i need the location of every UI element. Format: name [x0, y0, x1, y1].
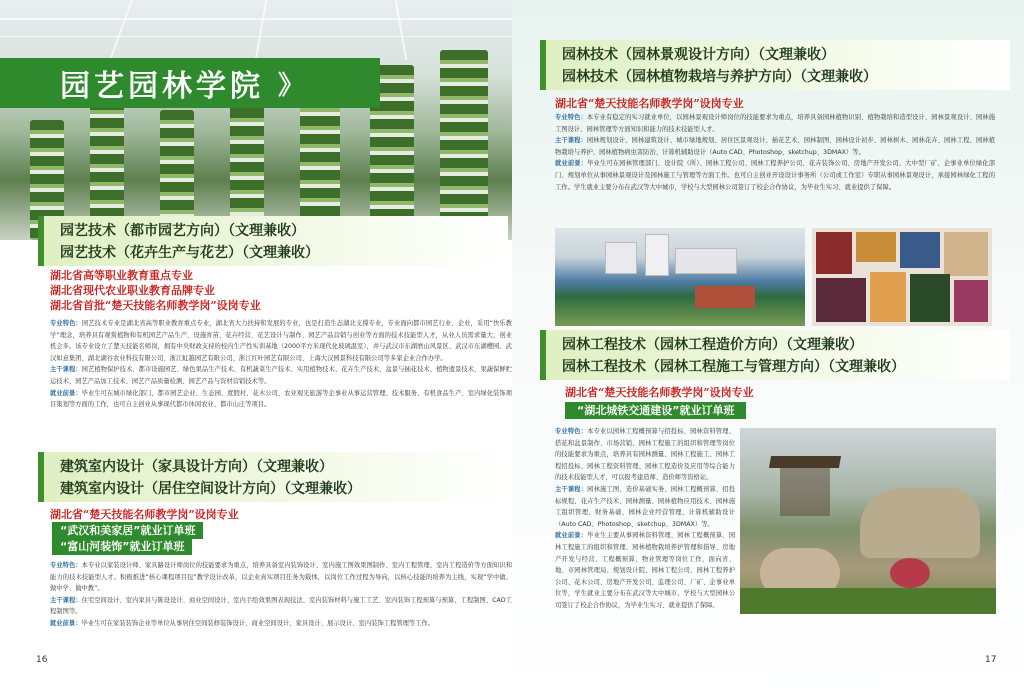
- program2-courses: 主干课程：住宅空间设计、室内家具与陈设设计、商业空间设计、室内手绘效果图表现技法、室内装饰材料与施工工艺、室内装饰工程预算与预算、工程制图、CAD工程制图等。: [50, 596, 513, 616]
- program3-honor: 湖北省“楚天技能名师教学岗”设岗专业: [555, 97, 744, 110]
- honor-item: 湖北省高等职业教育重点专业: [50, 269, 193, 282]
- program2-features: 专业特色：本专业以家装设计师、家具路设计师岗位的技能要求为重点，培养具备室内装饰设计、室内施工图效果图制作、室内工程管理、室内工程造价等方面知识和能力的技术技能型人才。积极推进“核心课程项目包”教学设计改革，以企业真实项目任务为载体，以岗位工作过程为导向，以核心技能的培养为主线，实现“学中做、做中学、做中教”。: [50, 562, 513, 593]
- program3-prospects: 就业前景：毕业生可在园林管理部门、设计院（所）、园林工程公司、园林工程养护公司、花卉装饰公司、房地产开发公司、大中型厂矿、企事业单位绿化部门、规划单位从事园林景观设计及园林施工与管理等方面工作。也可自主创业开设设计事务所（公司或工作室）专职从事园林景观设计，承接园林绿化工程的工作。学生就业主要分布在武汉等大中城市，学校与大型园林公司签订了校企合作协议，为毕业生实习、就业提供了保障。: [555, 160, 995, 191]
- program1-courses: 主干课程：园艺植物保护技术、都市设施园艺、绿色果品生产技术、有机蔬菜生产技术、实用植物技术、花卉生产技术、盆景与插花技术、植物遗景技术、果蔬保鲜贮运技术、园艺产品加工技术、园艺产品质量检测、园艺产品与资材营销技术等。: [50, 366, 513, 385]
- program2-prospects: 就业前景：毕业生可在家装装饰企业等单位从事居住空间装修装饰设计、商业空间设计、家具设计、展示设计、室内装饰工程管理等工作。: [50, 619, 435, 627]
- program2-order-class-1: “武汉和美家居”就业订单班: [52, 522, 203, 539]
- program4-title-line1: 园林工程技术（园林工程造价方向）（文理兼收）: [562, 337, 863, 353]
- program4-courses: 主干课程：园林施工图、造价基础实务、园林工程概预算、招投标规程、花卉生产技术、园林测量、园林植物应用技术、园林施工组织管理、财务基础、园林企业经营管理、计算机辅助设计（Auto CAD、Photoshop、sketchup、3DMAX）等。: [555, 485, 736, 528]
- chevron-right-icon: 》: [278, 70, 309, 101]
- college-title: 园艺园林学院: [60, 69, 264, 104]
- program2-title-box: [38, 452, 508, 502]
- garden-pavilion-photo: [740, 428, 996, 614]
- program1-honors: [50, 268, 261, 313]
- program4-prospects: 就业前景：毕业生主要从事园林资料管理、园林工程概预算、园林工程施工的组织和管理、园林植物栽培养护管理和指导、房地产开发与经营、工程概预算、物业管理等岗位工作，面向省、地、市园林管理局、规划设计院、园林工程公司、园林工程养护公司、花木公司、房地产开发公司、监理公司、厂矿、企事业单位等，学生就业主要分布在武汉等大中城市，学校与大型园林公司签订了校企合作协议，为毕业生实习、就业提供了保障。: [555, 532, 736, 609]
- program3-title-box: [540, 40, 1010, 90]
- program3-courses: 主干课程：园林规划设计、园林建筑设计、城市绿地规划、居住区景观设计、插花艺术、园林制图、园林设计初步、园林树木、园林花卉、园林工程、园林植物栽培与养护、园林植物病虫害防治、计算机辅助设计（Auto CAD、Photoshop、sketchup、3DMAX）等。: [555, 137, 996, 156]
- program1-description: [50, 318, 512, 411]
- program4-features: 专业特色：本专业以园林工程概预算与招投标、园林资料管理、搭花和盆景制作、市场营销、园林工程施工的组织和管理等岗位的技能要求为重点，培养具有园林测量、园林工程施工、园林工程招投标、园林工程资料管理、园林工程造价及应用等综合能力的技术技能型人才，可以报考建造师、造价师等资格证。: [555, 428, 736, 482]
- program3-description: [555, 112, 995, 193]
- program2-order-class-2: “富山河装饰”就业订单班: [52, 538, 192, 555]
- program1-prospects: 就业前景：毕业生可在城市绿化部门、都市园艺企业、生态园、度假村、花木公司、农业观光旅游等企事业从事运营管理、技术服务、有机食品生产、室内绿化装饰项目策划等方面的工作，也可自主创业从事现代都市休闲农业、都市山庄等项目。: [50, 389, 513, 409]
- program3-title-line2: 园林技术（园林植物栽培与养护方向）（文理兼收）: [562, 69, 877, 85]
- honor-item: 湖北省现代农业职业教育品牌专业: [50, 284, 215, 297]
- program1-title-line2: 园艺技术（花卉生产与花艺）（文理兼收）: [60, 245, 319, 261]
- program2-honor: 湖北省“楚天技能名师教学岗”设岗专业: [50, 508, 239, 521]
- program4-order-class: “湖北城铁交通建设”就业订单班: [565, 402, 746, 419]
- program1-title-box: [38, 216, 508, 266]
- college-title-band: [0, 58, 380, 108]
- program4-title-line2: 园林工程技术（园林工程施工与管理方向）（文理兼收）: [562, 359, 905, 375]
- program4-title-box: [540, 330, 1010, 380]
- program2-description: [50, 560, 512, 630]
- greenhouse-photo: [0, 0, 520, 240]
- program3-title-line1: 园林技术（园林景观设计方向）（文理兼收）: [562, 47, 835, 63]
- program1-title-line1: 园艺技术（都市园艺方向）（文理兼收）: [60, 223, 305, 239]
- page-number-left: 16: [36, 655, 48, 665]
- program1-features: 专业特色：园艺技术专业是湖北省高等职业教育重点专业，湖北省大力扶持和发展的专业，也是打造生态湖北支撑专业，专业面向都市园艺行业、企业，采用“快乐教学”理念，培养具有观赏植物和有机园艺产品生产、设施育苗、花卉经营、花艺设计与制作、园艺产品营销与创业等方面的技术技能型人才，从业人员需求量大，创业机会多。该专业设立了楚天技能名师岗，拥有中央财政支持的校内生产性实训基地（2000平方米现代化玻璃温室），并与武汉市东湖磨山风景区、武汉市东湖樱园、武汉如意集团、湖北湖谷农业科技有限公司、浙江虹越园艺有限公司、浙江红叶园艺有限公司、上海大汉园景科技有限公司等多家企业合作办学。: [50, 320, 512, 362]
- honor-item: 湖北省首批“楚天技能名师教学岗”设岗专业: [50, 299, 261, 312]
- program3-features: 专业特色：本专业有稳定的实习就业单位，以园林景观设计师岗位的技能要求为重点，培养具备园林植物识别、植物栽培和造型设计、园林景观设计、园林施工图设计、园林管理等方面知识和能力的技术技能型人才。: [555, 114, 996, 133]
- program2-title-line1: 建筑室内设计（家具设计方向）（文理兼收）: [60, 459, 333, 475]
- program2-title-line2: 建筑室内设计（居住空间设计方向）（文理兼收）: [60, 481, 361, 497]
- program4-description-col: [555, 426, 735, 612]
- program4-honor: 湖北省“楚天技能名师教学岗”设岗专业: [565, 386, 754, 399]
- student-artwork-photo: [812, 228, 992, 326]
- page-number-right: 17: [985, 655, 997, 665]
- campus-model-photo: [555, 228, 805, 326]
